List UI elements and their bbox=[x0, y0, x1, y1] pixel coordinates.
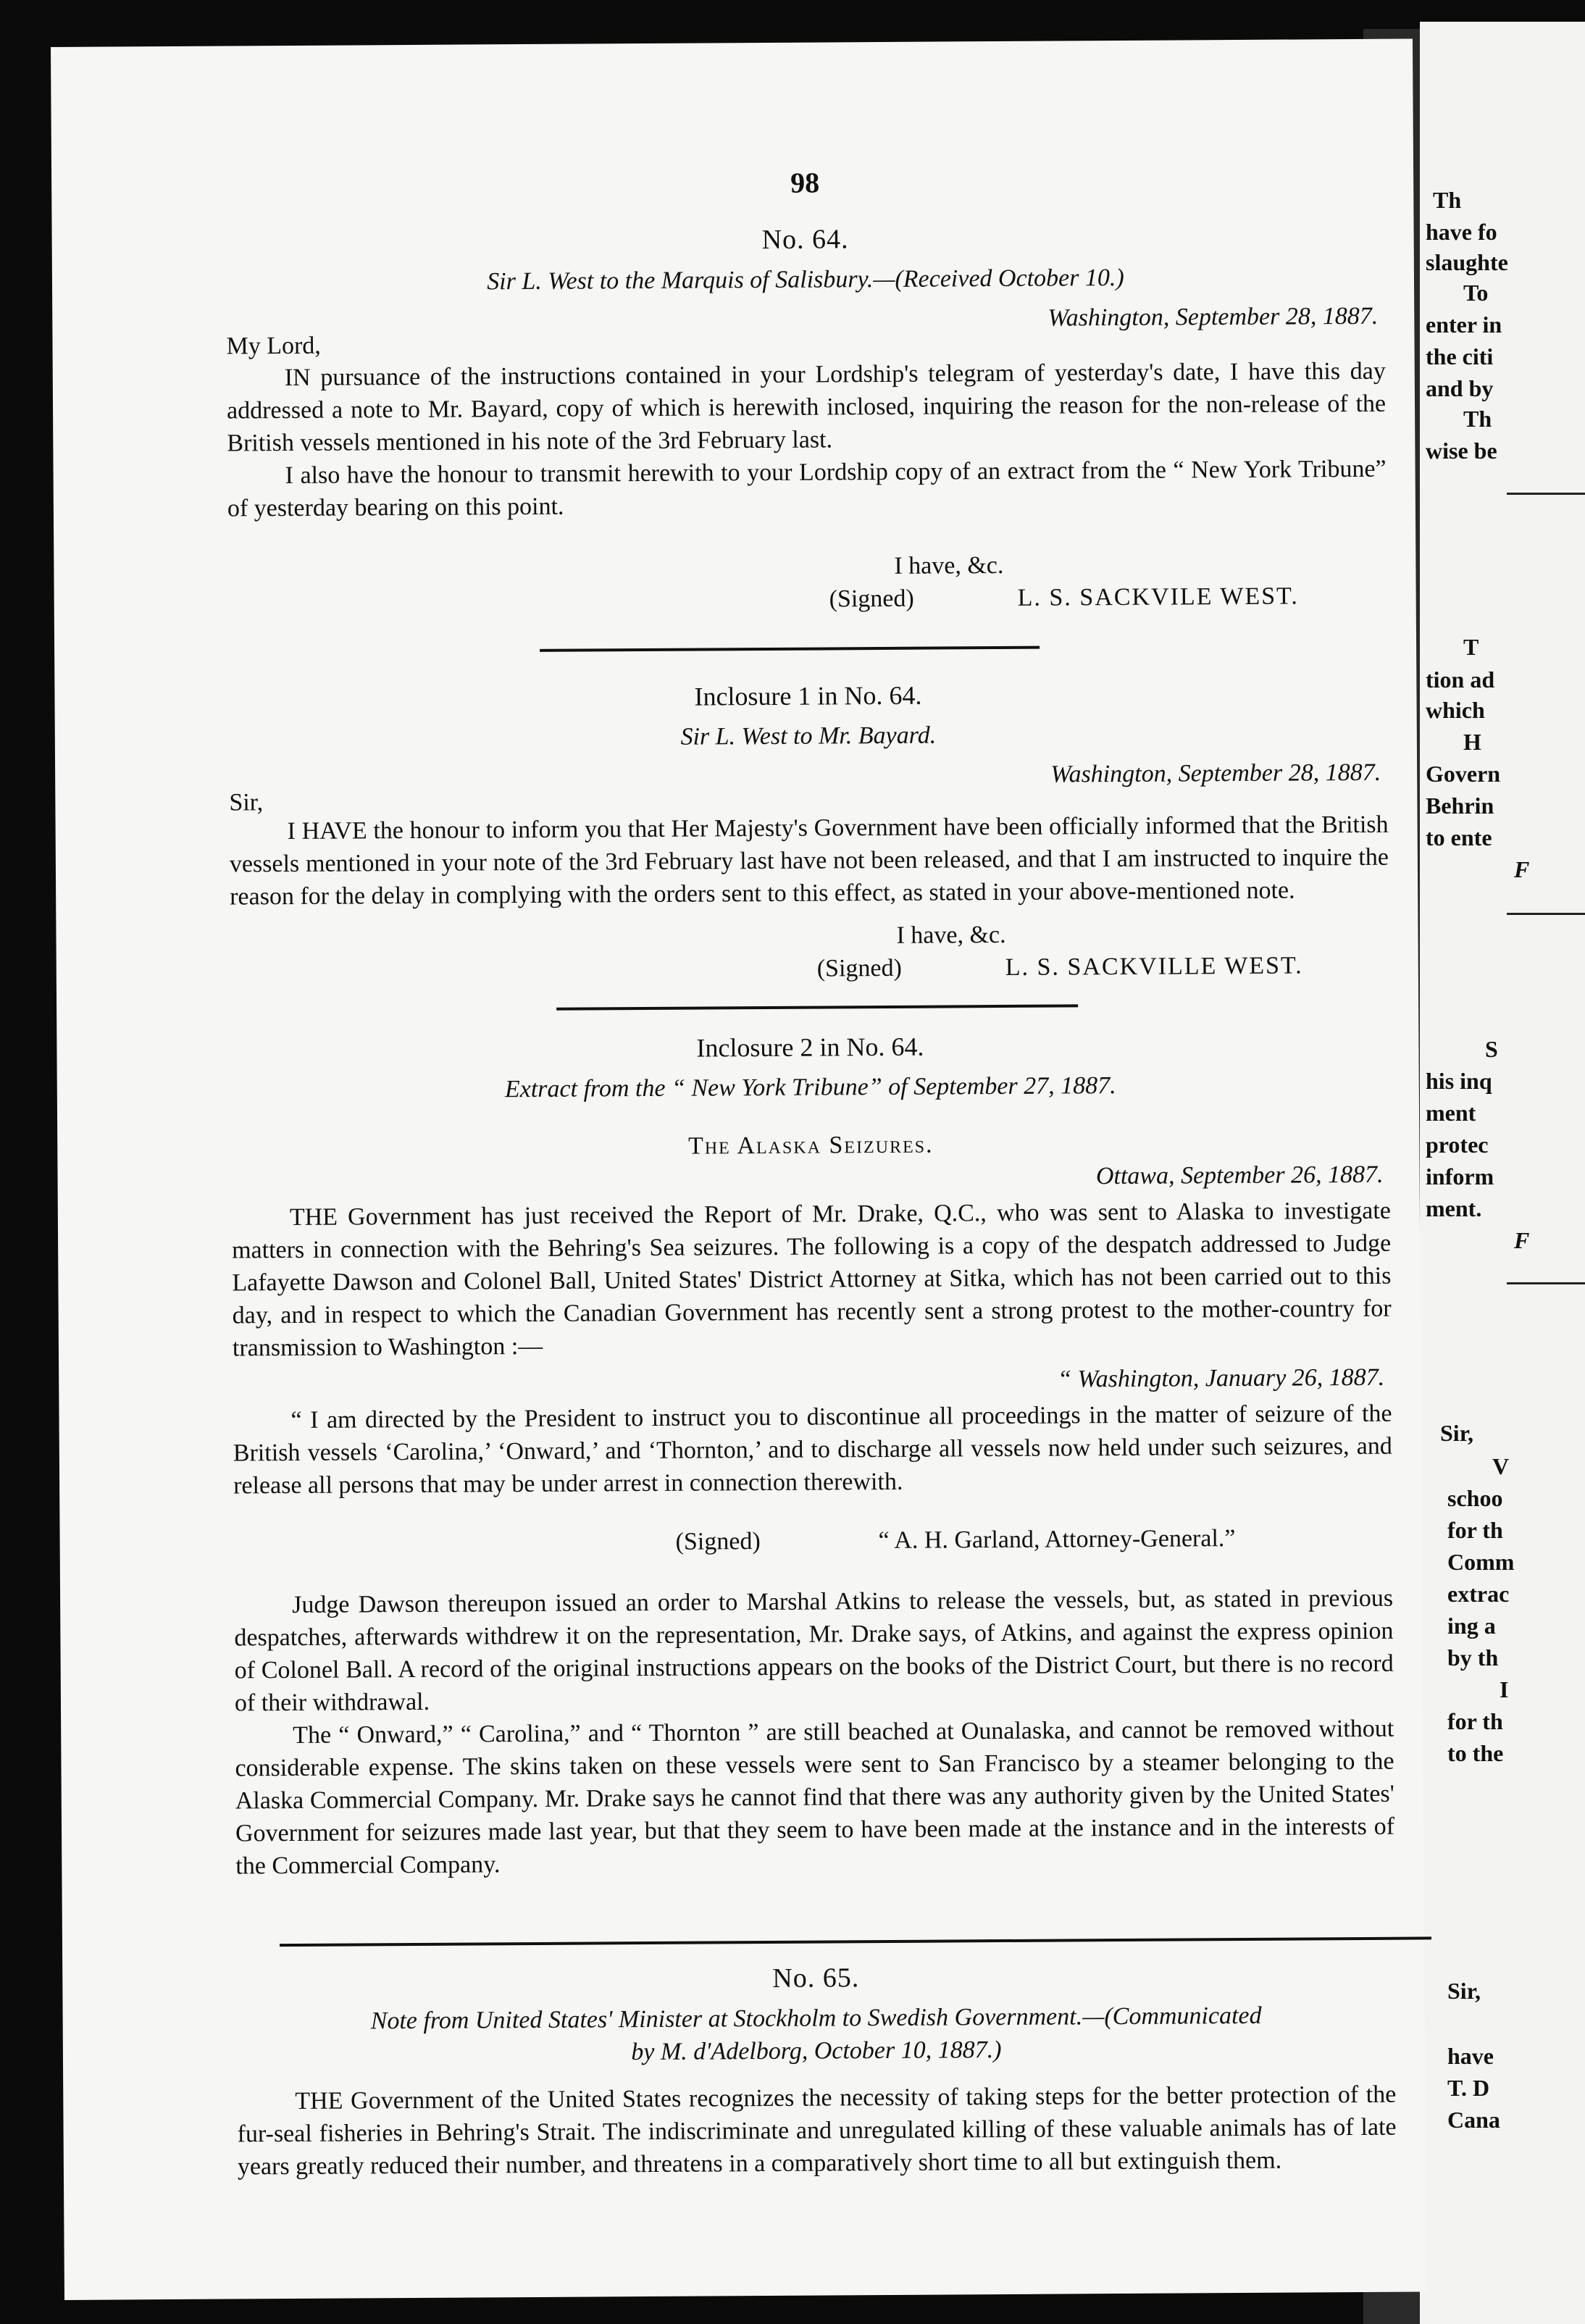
doc-64-heading: No. 64. bbox=[761, 224, 849, 256]
facing-fragment: Sir, bbox=[1440, 1420, 1473, 1446]
doc-64-closing: I have, &c. bbox=[894, 551, 1004, 580]
doc-64-salutation: My Lord, bbox=[226, 332, 321, 360]
doc-65-para-1: THE Government of the United States recognizes the necessity of taking steps for the better protection of the fur-seal fisheries in Behring's Strait. The indiscriminate and unregulated killing of these valuable animals has of late years greatly reduced their number, and threatens in a comparatively short time to all but extinguish them. bbox=[237, 2081, 1397, 2181]
facing-fragment: which bbox=[1426, 697, 1485, 723]
facing-fragment: Comm bbox=[1447, 1549, 1515, 1575]
facing-fragment: ment. bbox=[1426, 1195, 1482, 1221]
incl-1-body bbox=[229, 808, 1389, 914]
doc-64-place-date: Washington, September 28, 1887. bbox=[1047, 302, 1379, 332]
incl-2-para-1: THE Government has just received the Report of Mr. Drake, Q.C., who was sent to Alaska to investigate matters in connection with the Behring's Sea seizures. The following is a copy of the despatch addressed to Judge Lafayette Dawson and Colonel Ball, United States' District Attorney at Sitka, which has not been carried out to this day, and in respect to which the Canadian Government has recently sent a strong protest to the mother-country for transmission to Washington :— bbox=[232, 1197, 1392, 1362]
facing-fragment: for th bbox=[1447, 1517, 1503, 1543]
incl-1-heading: Inclosure 1 in No. 64. bbox=[694, 680, 922, 711]
incl-2-body-1 bbox=[232, 1195, 1392, 1365]
facing-fragment: F bbox=[1514, 1227, 1530, 1253]
facing-fragment: I bbox=[1500, 1676, 1509, 1702]
facing-fragment: Th bbox=[1433, 187, 1462, 213]
incl-1-para-1: I HAVE the honour to inform you that Her Majesty's Government have been officially informed that the British vessels mentioned in your note of the 3rd February last have not been released, and that I am instructed to inquire the reason for the delay in complying with the orders sent to this effect, as stated in your above-mentioned note. bbox=[229, 811, 1389, 911]
facing-fragment: Behrin bbox=[1426, 793, 1494, 819]
facing-fragment: T. D bbox=[1447, 2075, 1490, 2101]
facing-fragment: for th bbox=[1447, 1708, 1503, 1734]
facing-fragment: tion ad bbox=[1426, 666, 1495, 693]
facing-fragment: have fo bbox=[1426, 219, 1497, 245]
facing-fragment: wise be bbox=[1426, 438, 1497, 464]
incl-2-quote: “ I am directed by the President to instruct you to discontinue all proceedings in the matter of seizure of the British vessels ‘Carolina,’ ‘Onward,’ and ‘Thornton,’ and to discharge all vessels now held under such seizures, and release all persons that may be under arrest in connection therewith. bbox=[233, 1400, 1392, 1500]
facing-fragment: Sir, bbox=[1447, 1978, 1481, 2004]
incl-1-place-date: Washington, September 28, 1887. bbox=[1050, 758, 1381, 788]
facing-fragment: F bbox=[1514, 856, 1530, 882]
facing-fragment: protec bbox=[1426, 1132, 1489, 1158]
separator-rule bbox=[540, 646, 1040, 652]
facing-fragment: the citi bbox=[1426, 343, 1494, 369]
facing-page-edge bbox=[1420, 22, 1585, 2324]
facing-fragment: by th bbox=[1447, 1644, 1499, 1671]
doc-64-title-received: —(Received October 10.) bbox=[873, 264, 1124, 293]
facing-fragment: T bbox=[1463, 634, 1479, 660]
incl-2-heading: Inclosure 2 in No. 64. bbox=[696, 1032, 924, 1063]
facing-fragment: slaughte bbox=[1426, 249, 1508, 275]
facing-fragment: inform bbox=[1426, 1163, 1494, 1190]
doc-64-title-main: Sir L. West to the Marquis of Salisbury. bbox=[487, 266, 874, 296]
facing-fragment: extrac bbox=[1447, 1581, 1510, 1607]
incl-2-signed: (Signed) bbox=[675, 1528, 761, 1555]
incl-1-title: Sir L. West to Mr. Bayard. bbox=[680, 722, 937, 751]
doc-64-para-2: I also have the honour to transmit herewith to your Lordship copy of an extract from the “ New York Tribune” of yesterday bearing on this point. bbox=[227, 455, 1387, 522]
incl-1-salutation: Sir, bbox=[229, 789, 264, 816]
incl-2-quote-signature: “ A. H. Garland, Attorney-General.” bbox=[878, 1525, 1236, 1555]
page-number: 98 bbox=[790, 166, 820, 199]
doc-64-title bbox=[226, 260, 1385, 300]
separator-rule bbox=[556, 1004, 1078, 1010]
facing-fragment: H bbox=[1463, 729, 1481, 755]
incl-2-subheading: The Alaska Seizures. bbox=[687, 1131, 934, 1160]
incl-2-body-2 bbox=[234, 1582, 1394, 1883]
doc-65-heading: No. 65. bbox=[772, 1963, 860, 1994]
facing-fragment: schoo bbox=[1447, 1485, 1503, 1511]
incl-1-closing: I have, &c. bbox=[896, 921, 1006, 949]
facing-fragment: S bbox=[1485, 1036, 1498, 1062]
doc-64-signature: L. S. SACKVILE WEST. bbox=[1017, 582, 1299, 611]
facing-fragment: ment bbox=[1426, 1100, 1476, 1126]
doc-64-signed: (Signed) bbox=[829, 585, 914, 613]
facing-fragment: ing a bbox=[1447, 1613, 1496, 1639]
doc-65-title-line-1: Note from United States' Minister at Stockholm to Swedish Government.—(Communicated bbox=[370, 2002, 1262, 2035]
doc-65-title-line-2: by M. d'Adelborg, October 10, 1887.) bbox=[631, 2036, 1002, 2066]
incl-1-signed: (Signed) bbox=[816, 954, 902, 982]
facing-fragment: to ente bbox=[1426, 824, 1492, 850]
facing-fragment: Cana bbox=[1447, 2107, 1500, 2133]
incl-2-quote-body bbox=[233, 1397, 1392, 1502]
doc-64-body bbox=[227, 355, 1387, 525]
facing-fragment: enter in bbox=[1426, 312, 1502, 338]
facing-fragment: to the bbox=[1447, 1740, 1504, 1766]
incl-2-quote-date: “ Washington, January 26, 1887. bbox=[1057, 1363, 1385, 1393]
facing-fragment: V bbox=[1492, 1453, 1510, 1479]
separator-rule bbox=[280, 1936, 1431, 1947]
incl-2-para-3: The “ Onward,” “ Carolina,” and “ Thornton ” are still beached at Ounalaska, and cannot be removed without considerable expense. The skins taken on these vessels were sent to San Francisco by a steamer belonging to the Alaska Commercial Company. Mr. Drake says he cannot find that there was any authority given by the United States' Government for seizures made last year, but that they seem to have been made at the instance and in the interests of the Commercial Company. bbox=[235, 1715, 1395, 1880]
doc-64-para-1: IN pursuance of the instructions contained in your Lordship's telegram of yesterday's date, I have this day addressed a note to Mr. Bayard, copy of which is herewith inclosed, inquiring the reason for the non-release of the British vessels mentioned in his note of the 3rd February last. bbox=[226, 357, 1387, 457]
incl-2-title: Extract from the “ New York Tribune” of September 27, 1887. bbox=[504, 1072, 1116, 1103]
facing-fragment: To bbox=[1463, 280, 1489, 306]
document-page bbox=[51, 39, 1426, 2300]
facing-fragment: his inq bbox=[1426, 1068, 1492, 1094]
incl-2-para-2: Judge Dawson thereupon issued an order to Marshal Atkins to release the vessels, but, as stated in previous despatches, afterwards withdrew it on the representation, Mr. Drake says, of Atkins, and against the express opinion of Colonel Ball. A record of the original instructions appears on the books of the District Court, but there is no record of their withdrawal. bbox=[234, 1584, 1394, 1717]
facing-fragment: Th bbox=[1463, 406, 1492, 432]
incl-2-place-date: Ottawa, September 26, 1887. bbox=[1095, 1161, 1384, 1190]
incl-1-signature: L. S. SACKVILLE WEST. bbox=[1005, 952, 1303, 981]
facing-fragment: have bbox=[1447, 2043, 1494, 2069]
facing-fragment: and by bbox=[1426, 375, 1494, 401]
facing-fragment: Govern bbox=[1426, 761, 1501, 787]
doc-65-body bbox=[237, 2078, 1397, 2183]
